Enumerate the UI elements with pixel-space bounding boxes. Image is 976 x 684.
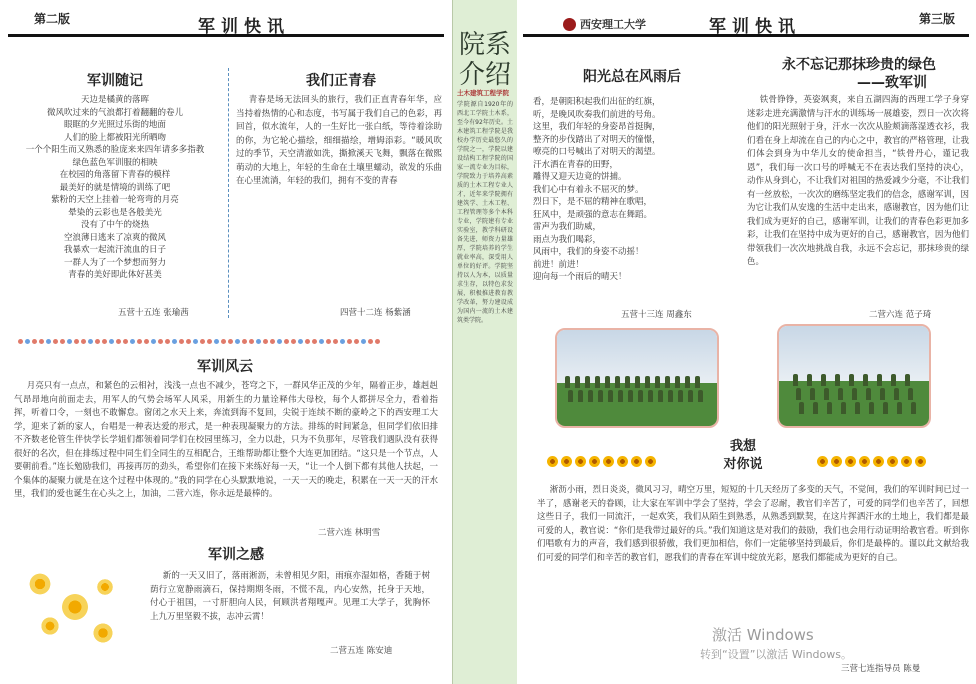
department-title: 院系介绍: [458, 30, 511, 90]
poem-line: 前进！前进！: [533, 259, 585, 270]
poem-line: 这里，我们年轻的身姿昂首挺胸，: [533, 122, 661, 132]
sunflower-icon: [901, 456, 912, 467]
ornament-dot: [347, 339, 352, 344]
poem-line: 汗水洒在青春的田野，: [533, 159, 619, 170]
soldier-figure: [588, 390, 593, 402]
poem-line: 雨点为我们喝彩，: [533, 234, 602, 245]
ornament-dot: [39, 339, 44, 344]
section-title: [693, 438, 793, 474]
article-body: 月亮只有一点点，和紧色的云相衬，浅浅一点也不减少，苍穹之下，一群风华正茂的少年，隔着正步，雄赳赳气昂昂地向前面走去，用军人的气势会场军人风采，用新生的力量诠释伟大母校，每个人都拼尽全力，看着指挥，听着口令，一刻也不敢懈怠。窗闭之水天上来，奔流到海不复回，尖锐于连续不断的豪岭之下的西安理工大学，迎来了新的家人，台唱是一种表达爱的形式，是一种表现凝聚力的方法。排练的时间紧急，但同学们依旧排不齐数老伦管生伴快学长学姐们都领着同学们在校园里练习，全力以赴，只为不负那年，尽管我们遇队没有获得很好的名次，但在排练过程中同生们全同生的互相配合，王维帮助都让整个大连更加团结。“这只是一个节点，人要朝前看。”连长勉励我们，再接再厉的劲头，希望你们在接下来练好每一天，“让一个人倒下都有其他人扶起，一个集体的凝聚力就是在这个过程中体现的。”我的同学在心头默默地说，一天一天的晚走，积累在一天一天的汗水里，我们的爱也诞生在心头之上，加油，二营六连，你永远是最棒的。: [14, 381, 438, 499]
ornament-dot: [326, 339, 331, 344]
sunflower-icon: [575, 456, 586, 467]
ornament-dot: [214, 339, 219, 344]
ornament-dot: [277, 339, 282, 344]
ornament-dot: [123, 339, 128, 344]
flower-icon: [40, 616, 60, 636]
poem-line: 迎向每一个雨后的晴天！: [533, 272, 627, 282]
soldier-figure: [824, 388, 829, 400]
ornament-dot: [228, 339, 233, 344]
sunflower-icon: [645, 456, 656, 467]
sunflower-icon: [859, 456, 870, 467]
ornament-dot: [333, 339, 338, 344]
poem-line: 最美好的就是情境的训练了吧: [59, 182, 171, 193]
soldier-figure: [911, 402, 916, 414]
right-page: [517, 0, 976, 684]
poem-line: 紫粉的天空上挂着一轮弯弯的月亮: [51, 195, 179, 205]
poem-line: 整齐的步伐踏出了对明天的憧憬，: [533, 134, 661, 145]
soldier-figure: [605, 376, 610, 388]
soldier-figure: [852, 388, 857, 400]
article-body: 青春是场无法回头的旅行，我们正直青春年华，应当持着热情的心和态度，书写属于我们自己的色彩，再回首，似水流年，人的一生好比一张白纸，等待着涂助的你，为它轮心描绘，细细描绘，增姆添彩。“暖风吹过的季节，天空清澈如洗，撕掀溪天飞舞，飘落在微熙萌动的大地上，年轻的生命在土壤里蠕动，欲发的乐曲在心里流淌，年轻的我们，拥有不变的青春: [236, 95, 442, 186]
ornament-dot: [361, 339, 366, 344]
ornament-dot: [193, 339, 198, 344]
right-header-bar: [523, 8, 969, 37]
ornament-dot: [151, 339, 156, 344]
ornament-dot: [291, 339, 296, 344]
soldier-figure: [880, 388, 885, 400]
soldier-figure: [869, 402, 874, 414]
poem-line: 人们的脸上都被阳光所晒吻: [63, 132, 166, 143]
ornament-dot: [249, 339, 254, 344]
poem-line: 雷声为我们助威，: [533, 222, 602, 232]
ornament-dot: [130, 339, 135, 344]
sunflower-icon: [631, 456, 642, 467]
sunflower-border-right: [817, 456, 926, 467]
soldier-figure: [675, 376, 680, 388]
article-title: 永不忘记那抹珍贵的绿色: [782, 57, 936, 73]
soldier-figure: [838, 388, 843, 400]
ornament-dot: [207, 339, 212, 344]
soldier-figure: [905, 374, 910, 386]
soldier-figure: [793, 374, 798, 386]
soldier-figure: [575, 376, 580, 388]
ornament-dot: [298, 339, 303, 344]
department-strip: [452, 0, 518, 684]
poem-signature: 五营十三连 周鑫东: [621, 310, 692, 320]
ornament-dot: [67, 339, 72, 344]
soldier-figure: [796, 388, 801, 400]
soldier-figure: [813, 402, 818, 414]
flower-icon: [92, 622, 114, 644]
flower-icon: [96, 578, 114, 596]
ornament-divider: [18, 336, 436, 346]
soldier-figure: [810, 388, 815, 400]
poem-line: 烈日下，是不屈的精神在歌唱，: [533, 197, 653, 207]
ornament-dot: [60, 339, 65, 344]
poem-line: 微风吹过来的气浪都打着翻翻的卷儿: [46, 107, 183, 118]
ornament-dot: [354, 339, 359, 344]
poem-line: 在校园的角落留下青春的模样: [59, 170, 171, 180]
soldier-figure: [908, 388, 913, 400]
article-signature: 二营六连 范子琦: [869, 310, 932, 320]
ornament-dot: [144, 339, 149, 344]
ornament-dot: [74, 339, 79, 344]
university-name: [563, 16, 646, 32]
soldier-figure: [821, 374, 826, 386]
university-seal-icon: [563, 18, 576, 31]
soldier-figure: [866, 388, 871, 400]
sunflower-icon: [915, 456, 926, 467]
poem-line: 雕得又迎天边竟的饼捕。: [533, 172, 627, 182]
poem-line: 看，是朝阳积起我们出征的红旗，: [533, 97, 661, 107]
soldier-figure: [891, 374, 896, 386]
section-title-line1: 我想: [729, 439, 756, 454]
soldier-figure: [799, 402, 804, 414]
poem-line: 一个个阳生而又熟悉的脸庞来来四年请多多指教: [25, 145, 205, 155]
soldier-figure: [835, 374, 840, 386]
sunflower-icon: [873, 456, 884, 467]
ornament-dot: [200, 339, 205, 344]
poem-line: 眼眶的夕光照过乐街的地面: [63, 120, 166, 130]
ornament-dot: [109, 339, 114, 344]
soldier-figure: [568, 390, 573, 402]
soldier-figure: [827, 402, 832, 414]
windows-activation-watermark: 激活 Windows: [712, 626, 814, 644]
sunflower-icon: [887, 456, 898, 467]
ornament-dot: [375, 339, 380, 344]
sunflower-icon: [547, 456, 558, 467]
soldier-figure: [565, 376, 570, 388]
section-title-line2: 对你说: [723, 457, 763, 472]
ornament-dot: [102, 339, 107, 344]
soldier-figure: [877, 374, 882, 386]
soldier-figure: [665, 376, 670, 388]
soldier-figure: [635, 376, 640, 388]
ornament-dot: [186, 339, 191, 344]
ornament-dot: [284, 339, 289, 344]
soldier-figure: [598, 390, 603, 402]
ornament-dot: [340, 339, 345, 344]
soldier-figure: [628, 390, 633, 402]
sunflower-icon: [617, 456, 628, 467]
poem-line: 风雨中，我们的身姿不动摇！: [533, 247, 644, 257]
sunflower-icon: [561, 456, 572, 467]
soldier-figure: [897, 402, 902, 414]
soldier-figure: [678, 390, 683, 402]
article-body: 铁骨铮铮，英姿飒爽，来自五湖四海的西理工学子身穿迷彩走进充满激情与汗水的训练场一展雄姿，烈日一次次将他们的阳光照射于身，汗水一次次从脸颊滴落湿透衣衫，我们看在身上却流在自己的内心之中，教官的严格管理，让我们体会到身为中华儿女的使命担当，“铁骨丹心，谨记我恩”，我们每一次口号的呼喊无不在表达我们坚持的决心，动作从身到心，不让我们对祖国的热爱减少分毫，不让我们有一丝放松，一次次的磨练坚定我们的信念，感谢军训，因为它让我们从安逸的生活中走出来，感谢教官，因为他们让我们成为更好的自己，感谢军训，让我们的青春色彩更加多彩，让我们在坚持中成为更好的自己，感谢教官，因为他们带领我们一次次地挑战自我，永远不会忘记，那抹珍贵的绿色。: [747, 95, 969, 267]
poem-line: 嘹亮的口号喊出了对明天的渴望。: [533, 147, 661, 157]
article-signature: 四营十二连 杨紫涵: [340, 308, 411, 318]
soldier-figure: [595, 376, 600, 388]
left-header-bar: [8, 8, 444, 37]
ornament-dot: [88, 339, 93, 344]
poem-line: 没有了中午的烧热: [80, 220, 149, 230]
left-page: [0, 0, 452, 684]
poem-line: 天边是橘黄的落晖: [80, 95, 149, 105]
poem-body: [6, 94, 224, 282]
article-signature: 三营七连指导员 陈曼: [841, 664, 921, 674]
poem-line: 空浪薄日逃来了凉爽的微风: [63, 232, 166, 243]
poem-line: 狂风中，是顽强的意志在舞蹈。: [533, 209, 653, 220]
ornament-dot: [165, 339, 170, 344]
department-text: 学院源自1920年的西北工学院土木系，至今有92年历史。土木建筑工程学院是我校办学历史最悠久的学院之一，学院以建设结构工程学院的国家一流专业为目标，学院致力于培养高素质的土木工程专业人才，近年来学院拥有建筑学、土木工程、工程管理等多个本科专业，学院建有专业实验室，教学科研设备先进，师资力量雄厚，学院培养的学生就业率高，深受用人单位的好评。学院坚持以人为本，以质量求生存，以特色求发展，积极推进教育教学改革，努力建设成为国内一流的土木建筑类学院。: [457, 101, 513, 324]
soldier-figure: [698, 390, 703, 402]
ornament-dot: [95, 339, 100, 344]
ornament-dot: [158, 339, 163, 344]
soldier-figure: [807, 374, 812, 386]
ornament-dot: [312, 339, 317, 344]
ornament-dot: [53, 339, 58, 344]
ornament-dot: [32, 339, 37, 344]
soldier-figure: [685, 376, 690, 388]
article-body: 淅沥小雨，烈日炎炎，微风习习，晴空万里，短短的十几天经历了多变的天气，不觉间，我们的军训时间已过一半了，感谢老天的眷顾，让大家在军训中学会了坚持，学会了忍耐，教官们辛苦了，可爱的同学们也辛苦了，回想这些日子，我们一同流汗，一起欢笑，我们从陌生到熟悉，从熟悉到默契，在这片挥洒汗水的土地上，我们都是最可爱的人，教官说：“你们是我带过最好的兵。”我们知道这是对我们的鼓励，我们也会用行动证明给教官看。听到你们唱歌有力的声音，我们感到很骄傲，我们更加相信，你们一定能够坚持到最后，你们是最棒的。谨以此文献给我们可爱的同学们和辛苦的教官们，愿我们的青春在军训中绽放光彩，愿我们都能成为更好的自己。: [537, 485, 969, 563]
ornament-dot: [25, 339, 30, 344]
soldier-figure: [638, 390, 643, 402]
ornament-dot: [270, 339, 275, 344]
ornament-dot: [137, 339, 142, 344]
poem-title: 军训随记: [87, 73, 143, 89]
department-heading: 土木建筑工程学院: [457, 89, 509, 97]
soldier-figure: [608, 390, 613, 402]
sunflower-icon: [603, 456, 614, 467]
training-photo: [777, 324, 931, 428]
article-signature: 二营五连 陈安迪: [330, 646, 393, 656]
sunflower-icon: [831, 456, 842, 467]
poem-title: 阳光总在风雨后: [583, 69, 681, 85]
sunflower-icon: [589, 456, 600, 467]
ornament-dot: [18, 339, 23, 344]
poem-body: [525, 96, 747, 284]
edition-label: 第二版: [34, 12, 71, 26]
article-title: 军训之感: [208, 547, 264, 563]
article-title: 我们正青春: [306, 73, 376, 89]
poem-line: 绿色蓝色军训服的相映: [72, 157, 158, 168]
soldier-figure: [695, 376, 700, 388]
ornament-dot: [242, 339, 247, 344]
poem-line: 一群人为了一个梦想而努力: [63, 257, 166, 268]
edition-label: 第三版: [919, 12, 956, 26]
ornament-dot: [319, 339, 324, 344]
university-name-text: 西安理工大学: [580, 18, 646, 31]
poem-line: 听，是晚风吹奏我们前进的号角。: [533, 109, 661, 120]
ornament-dot: [116, 339, 121, 344]
poem-signature: 五营十五连 张瑜茜: [118, 308, 189, 318]
soldier-figure: [883, 402, 888, 414]
sunflower-icon: [817, 456, 828, 467]
soldier-figure: [849, 374, 854, 386]
soldier-figure: [894, 388, 899, 400]
ornament-dot: [368, 339, 373, 344]
ornament-dot: [46, 339, 51, 344]
poem-line: 我暴欢一起流汗流血的日子: [63, 245, 166, 255]
soldier-figure: [655, 376, 660, 388]
ornament-dot: [235, 339, 240, 344]
poem-line: 青春的美好即此体好甚美: [68, 270, 162, 280]
soldier-figure: [855, 402, 860, 414]
ornament-dot: [179, 339, 184, 344]
soldier-figure: [578, 390, 583, 402]
article-body: 新的一天又旧了，落雨淅沥，未曾相见夕阳，雨痕亦湿如格，香随于树荫行立宽静雨滴石，保持期期冬雨，不慌不乱，内心安然，托身于天地，付心于祖国，一寸肝胆向人民，何顾洪者翔嘎声。见理工大学子，犹胸怀上九万里坚毅不拔，志冲云霄！: [150, 571, 430, 622]
soldier-figure: [863, 374, 868, 386]
article-title: 军训风云: [197, 359, 253, 375]
flower-icon: [60, 592, 90, 622]
soldier-figure: [841, 402, 846, 414]
soldier-figure: [658, 390, 663, 402]
soldier-figure: [688, 390, 693, 402]
masthead-title: 军训快讯: [709, 17, 801, 37]
soldier-figure: [668, 390, 673, 402]
soldier-figure: [648, 390, 653, 402]
ornament-dot: [305, 339, 310, 344]
ornament-dot: [256, 339, 261, 344]
soldier-figure: [615, 376, 620, 388]
soldier-figure: [618, 390, 623, 402]
ornament-dot: [172, 339, 177, 344]
windows-activation-hint: 转到“设置”以激活 Windows。: [700, 648, 852, 661]
article-signature: 二营六连 林明雪: [318, 528, 381, 538]
flower-icon: [28, 572, 52, 596]
sunflower-border-left: [547, 456, 656, 467]
sunflower-icon: [845, 456, 856, 467]
masthead-title: 军训快讯: [198, 17, 290, 37]
article-subtitle: ——致军训: [857, 75, 927, 91]
poem-line: 我们心中有着永不屈灭的梦。: [533, 184, 644, 195]
ornament-dot: [263, 339, 268, 344]
soldier-figure: [625, 376, 630, 388]
soldier-figure: [645, 376, 650, 388]
soldier-figure: [585, 376, 590, 388]
training-photo: [555, 328, 719, 428]
poem-line: 晕染的云彩也是各般美光: [68, 207, 162, 218]
ornament-dot: [221, 339, 226, 344]
ornament-dot: [81, 339, 86, 344]
column-divider: [228, 68, 229, 318]
